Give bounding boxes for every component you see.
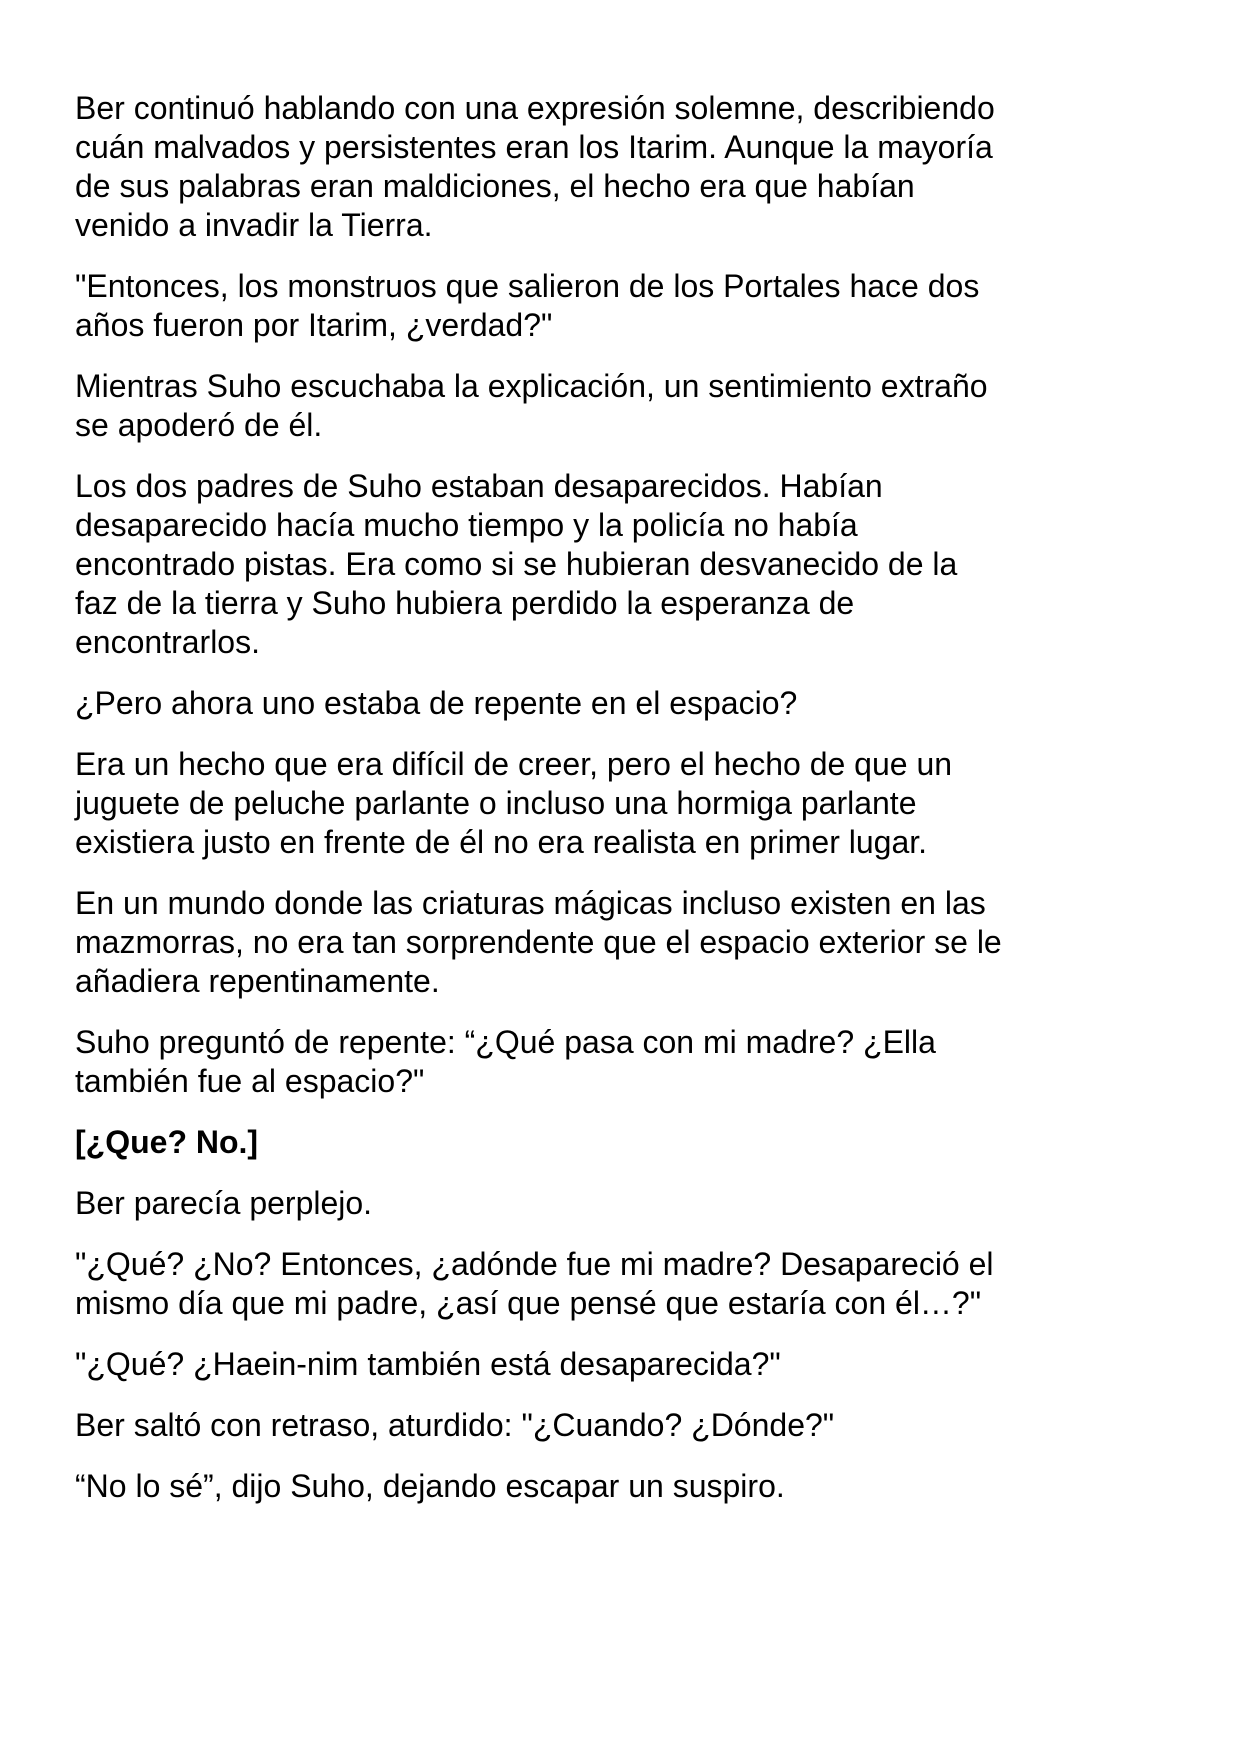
paragraph xyxy=(75,467,1195,662)
text-line: Era un hecho que era difícil de creer, pero el hecho de que un xyxy=(75,746,953,782)
text-line: faz de la tierra y Suho hubiera perdido la esperanza de xyxy=(75,585,855,621)
text-line: Ber parecía perplejo. xyxy=(75,1185,373,1221)
text-line: [¿Que? No.] xyxy=(75,1124,259,1160)
paragraph xyxy=(75,367,1195,445)
paragraph xyxy=(75,1245,1195,1323)
paragraph xyxy=(75,1123,1195,1162)
text-line: En un mundo donde las criaturas mágicas incluso existen en las xyxy=(75,885,986,921)
text-line: encontrarlos. xyxy=(75,624,260,660)
text-line: cuán malvados y persistentes eran los Itarim. Aunque la mayoría xyxy=(75,129,993,165)
text-line: de sus palabras eran maldiciones, el hecho era que habían xyxy=(75,168,915,204)
text-line: ¿Pero ahora uno estaba de repente en el espacio? xyxy=(75,685,798,721)
paragraph xyxy=(75,884,1195,1001)
paragraph xyxy=(75,1406,1195,1445)
document-body xyxy=(75,89,1195,1528)
text-line: también fue al espacio?" xyxy=(75,1063,425,1099)
text-line: "¿Qué? ¿No? Entonces, ¿adónde fue mi madre? Desapareció el xyxy=(75,1246,994,1282)
text-line: juguete de peluche parlante o incluso una hormiga parlante xyxy=(75,785,917,821)
text-line: existiera justo en frente de él no era realista en primer lugar. xyxy=(75,824,928,860)
paragraph xyxy=(75,1023,1195,1101)
text-line: añadiera repentinamente. xyxy=(75,963,440,999)
paragraph xyxy=(75,1345,1195,1384)
text-line: años fueron por Itarim, ¿verdad?" xyxy=(75,307,553,343)
text-line: Ber continuó hablando con una expresión solemne, describiendo xyxy=(75,90,995,126)
text-line: mismo día que mi padre, ¿así que pensé que estaría con él…?" xyxy=(75,1285,982,1321)
text-line: se apoderó de él. xyxy=(75,407,323,443)
text-line: desaparecido hacía mucho tiempo y la policía no había xyxy=(75,507,858,543)
paragraph xyxy=(75,745,1195,862)
paragraph xyxy=(75,267,1195,345)
text-line: encontrado pistas. Era como si se hubieran desvanecido de la xyxy=(75,546,958,582)
paragraph xyxy=(75,89,1195,245)
text-line: Los dos padres de Suho estaban desaparecidos. Habían xyxy=(75,468,883,504)
text-line: Ber saltó con retraso, aturdido: "¿Cuando? ¿Dónde?" xyxy=(75,1407,835,1443)
text-line: "¿Qué? ¿Haein-nim también está desaparecida?" xyxy=(75,1346,781,1382)
paragraph xyxy=(75,1467,1195,1506)
text-line: Mientras Suho escuchaba la explicación, un sentimiento extraño xyxy=(75,368,988,404)
text-line: mazmorras, no era tan sorprendente que el espacio exterior se le xyxy=(75,924,1002,960)
text-line: Suho preguntó de repente: “¿Qué pasa con mi madre? ¿Ella xyxy=(75,1024,936,1060)
paragraph xyxy=(75,684,1195,723)
text-line: venido a invadir la Tierra. xyxy=(75,207,433,243)
text-line: “No lo sé”, dijo Suho, dejando escapar un suspiro. xyxy=(75,1468,785,1504)
text-line: "Entonces, los monstruos que salieron de los Portales hace dos xyxy=(75,268,980,304)
paragraph xyxy=(75,1184,1195,1223)
